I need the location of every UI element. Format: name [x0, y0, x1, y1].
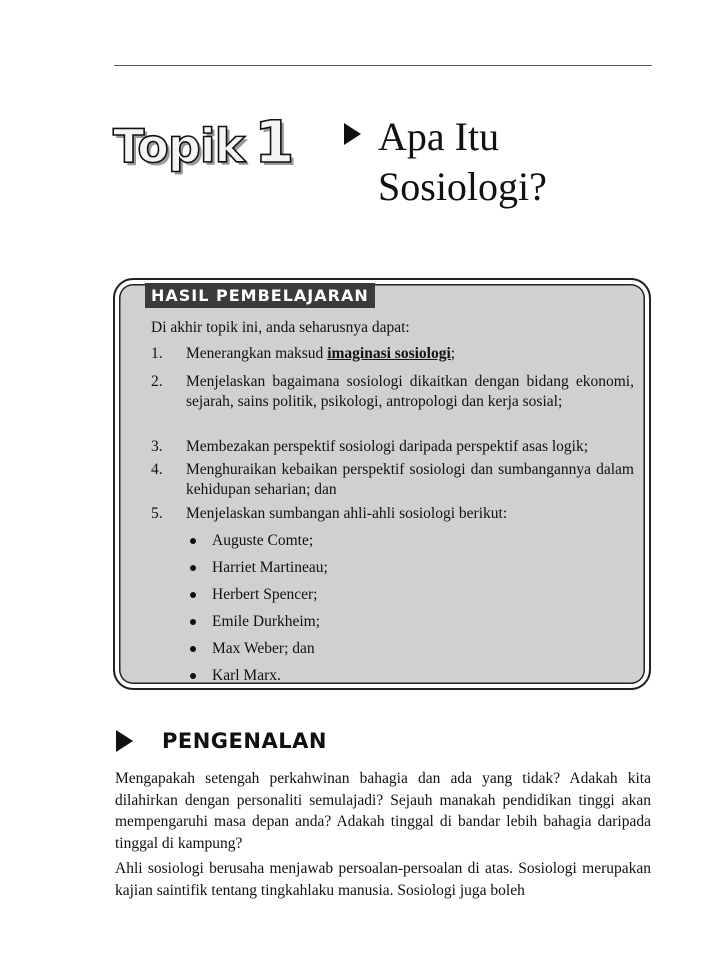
sociologist-item: Harriet Martineau; — [212, 559, 328, 576]
item-text: Menerangkan maksud — [186, 345, 328, 362]
section-heading: PENGENALAN — [162, 729, 327, 753]
keyword: imaginasi sosiologi — [327, 345, 451, 362]
item-number: 1. — [151, 345, 163, 362]
item-text-end: ; — [450, 345, 456, 362]
outcome-item-4: Menghuraikan kebaikan perspektif sosiologi dan sumbangannya dalam kehidupan seharian; dan — [186, 461, 634, 498]
bullet-icon — [190, 592, 196, 598]
topic-word: Topik — [113, 119, 245, 173]
intro-paragraph-2: Ahli sosiologi berusaha menjawab persoalan-persoalan di atas. Sosiologi merupakan kajian saintifik tentang tingkahlaku manusia. Sosiologi juga boleh — [115, 860, 651, 899]
title-arrow-icon — [344, 123, 361, 145]
item-number: 3. — [151, 438, 163, 455]
sociologist-item: Karl Marx. — [212, 667, 281, 684]
bullet-icon — [190, 673, 196, 679]
sociologist-item: Max Weber; dan — [212, 640, 315, 657]
section-arrow-icon — [116, 730, 133, 752]
learning-outcomes-heading: HASIL PEMBELAJARAN — [145, 283, 375, 308]
bullet-icon — [190, 619, 196, 625]
page-title — [378, 112, 547, 212]
title-line-2: Sosiologi? — [378, 164, 547, 209]
learning-outcomes-intro: Di akhir topik ini, anda seharusnya dapat: — [151, 319, 410, 336]
topic-label — [113, 108, 294, 176]
bullet-icon — [190, 565, 196, 571]
sociologist-item: Auguste Comte; — [212, 532, 314, 549]
topic-number: 1 — [254, 108, 294, 176]
title-line-1: Apa Itu — [378, 114, 500, 159]
bullet-icon — [190, 538, 196, 544]
outcome-item-1 — [186, 344, 634, 364]
outcome-item-5: Menjelaskan sumbangan ahli-ahli sosiologi berikut: — [186, 505, 508, 522]
intro-paragraph-1: Mengapakah setengah perkahwinan bahagia dan ada yang tidak? Adakah kita dilahirkan dengan personaliti semulajadi? Sejauh manakah pendidikan tinggi akan mempengaruhi masa depan anda? Adakah tinggal di bandar lebih bahagia daripada tinggal di kampung? — [115, 770, 651, 852]
item-number: 4. — [151, 461, 163, 478]
item-number: 5. — [151, 505, 163, 522]
sociologist-item: Herbert Spencer; — [212, 586, 318, 603]
outcome-item-2: Menjelaskan bagaimana sosiologi dikaitkan dengan bidang ekonomi, sejarah, sains politik, psikologi, antropologi dan kerja sosial; — [186, 373, 634, 410]
top-rule — [114, 65, 652, 66]
bullet-icon — [190, 646, 196, 652]
outcome-item-3: Membezakan perspektif sosiologi daripada perspektif asas logik; — [186, 438, 589, 455]
sociologist-item: Emile Durkheim; — [212, 613, 321, 630]
item-number: 2. — [151, 373, 163, 390]
